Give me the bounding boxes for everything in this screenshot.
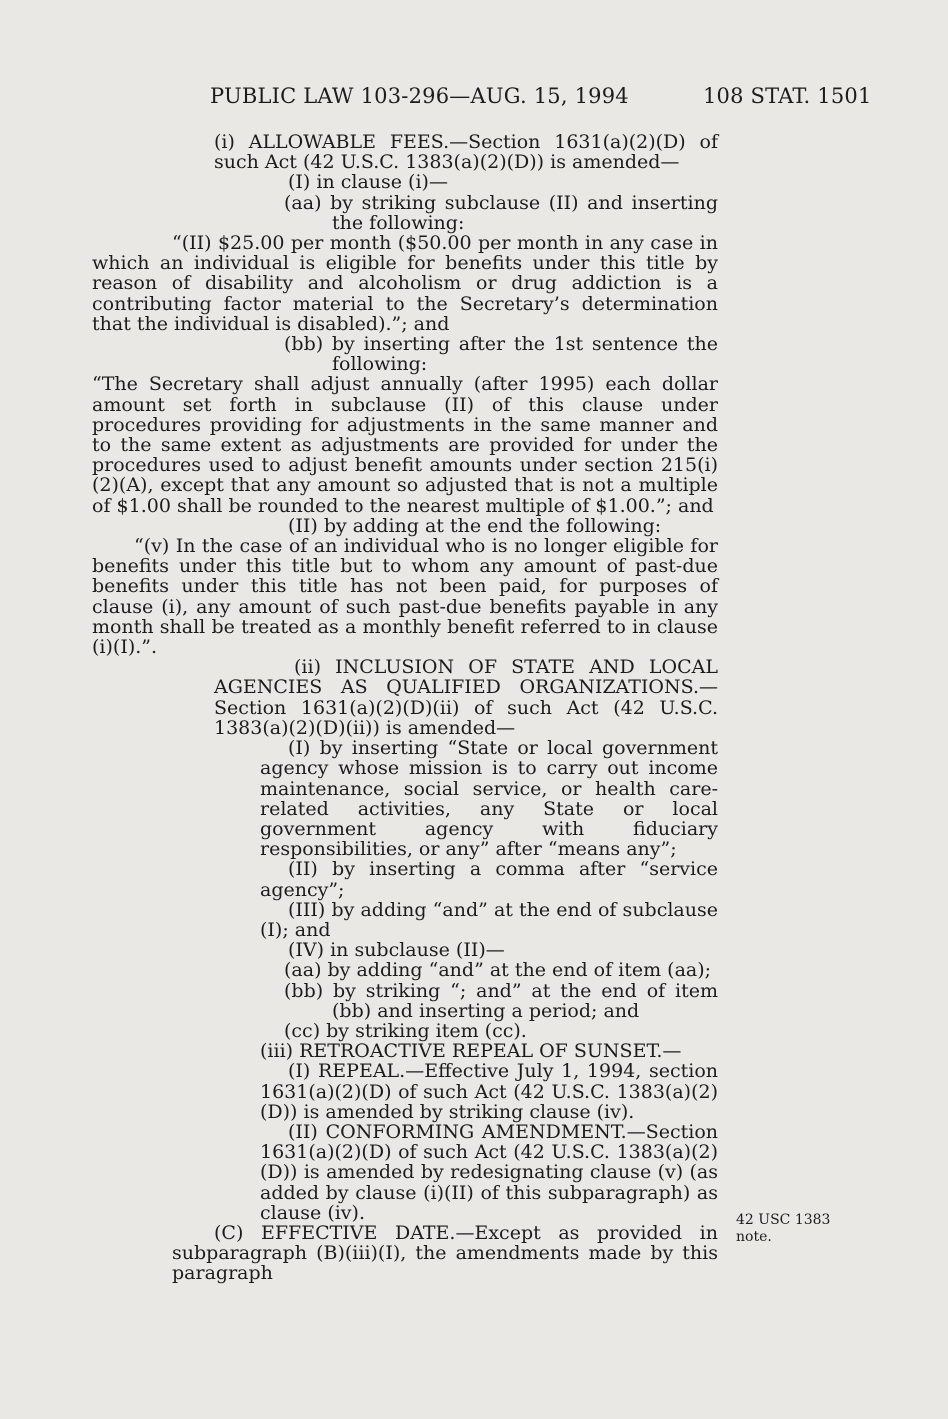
statute-body [92,132,718,1284]
subclause-repeal: (I) REPEAL.—Effective July 1, 1994, section 1631(a)(2)(D) of such Act (42 U.S.C. 1383(a)(2)(D)) is amended by striking clause (iv). [260,1060,718,1123]
item-bb-striking: (bb) by striking “; and” at the end of item (bb) and inserting a period; and [284,979,718,1022]
item-aa-striking: (aa) by striking subclause (II) and inserting the following: [284,191,718,234]
clause-allowable-fees: (i) ALLOWABLE FEES.—Section 1631(a)(2)(D) of such Act (42 U.S.C. 1383(a)(2)(D)) is amended— [214,131,718,174]
item-bb-inserting: (bb) by inserting after the 1st sentence the following: [284,333,718,376]
item-cc-striking: (cc) by striking item (cc). [284,1019,527,1042]
subclause-iii-adding-and: (III) by adding “and” at the end of subclause (I); and [260,898,718,941]
subclause-ii-adding: (II) by adding at the end the following: [288,514,662,537]
clause-retroactive-repeal: (iii) RETROACTIVE REPEAL OF SUNSET.— [260,1040,682,1063]
item-aa-adding-and: (aa) by adding “and” at the end of item (aa); [284,959,712,982]
subclause-ii-comma: (II) by inserting a comma after “service agency”; [260,858,718,901]
quoted-subclause-ii: “(II) $25.00 per month ($50.00 per month in any case in which an individual is eligible for benefits under this title by reason of disability and alcoholism or drug addiction is a contributing factor material to the Secretary’s determination that the individual is disabled).”; and [92,232,718,335]
quoted-adjustment-sentence: “The Secretary shall adjust annually (after 1995) each dollar amount set forth in subclause (II) of this clause under procedures providing for adjustments in the same manner and to the same extent as adjustments are provided for under the procedures used to adjust benefit amounts under section 215(i)(2)(A), except that any amount so adjusted that is not a multiple of $1.00 shall be rounded to the nearest multiple of $1.00.”; and [92,373,718,517]
subclause-in-clause-i: (I) in clause (i)— [288,171,448,194]
subclause-i-state-local: (I) by inserting “State or local government agency whose mission is to carry out income maintenance, social service, or health care-related activities, any State or local government agency with fiduciary responsibilities, or any” after “means any”; [260,737,718,861]
public-law-header: PUBLIC LAW 103-296—AUG. 15, 1994 [210,84,629,108]
subclause-iv: (IV) in subclause (II)— [288,939,505,962]
quoted-clause-v: “(v) In the case of an individual who is no longer eligible for benefits under this title but to whom any amount of past-due benefits under this title has not been paid, for purposes of clause (i), any amount of such past-due benefits payable in any month shall be treated as a monthly benefit referred to in clause (i)(I).”. [92,535,718,659]
clause-inclusion-state-local: (ii) INCLUSION OF STATE AND LOCAL AGENCIES AS QUALIFIED ORGANIZATIONS.—Section 1631(a)(2)(D)(ii) of such Act (42 U.S.C. 1383(a)(2)(D)(ii)) is amended— [214,656,718,739]
statute-page-number: 108 STAT. 1501 [703,84,872,108]
margin-citation-note: 42 USC 1383 note. [736,1212,831,1245]
subclause-conforming-amendment: (II) CONFORMING AMENDMENT.—Section 1631(a)(2)(D) of such Act (42 U.S.C. 1383(a)(2)(D)) is amended by redesignating clause (v) (as added by clause (i)(II) of this subparagraph) as clause (iv). [260,1120,718,1224]
subparagraph-effective-date: (C) EFFECTIVE DATE.—Except as provided in subparagraph (B)(iii)(I), the amendments made by this paragraph [172,1221,718,1285]
